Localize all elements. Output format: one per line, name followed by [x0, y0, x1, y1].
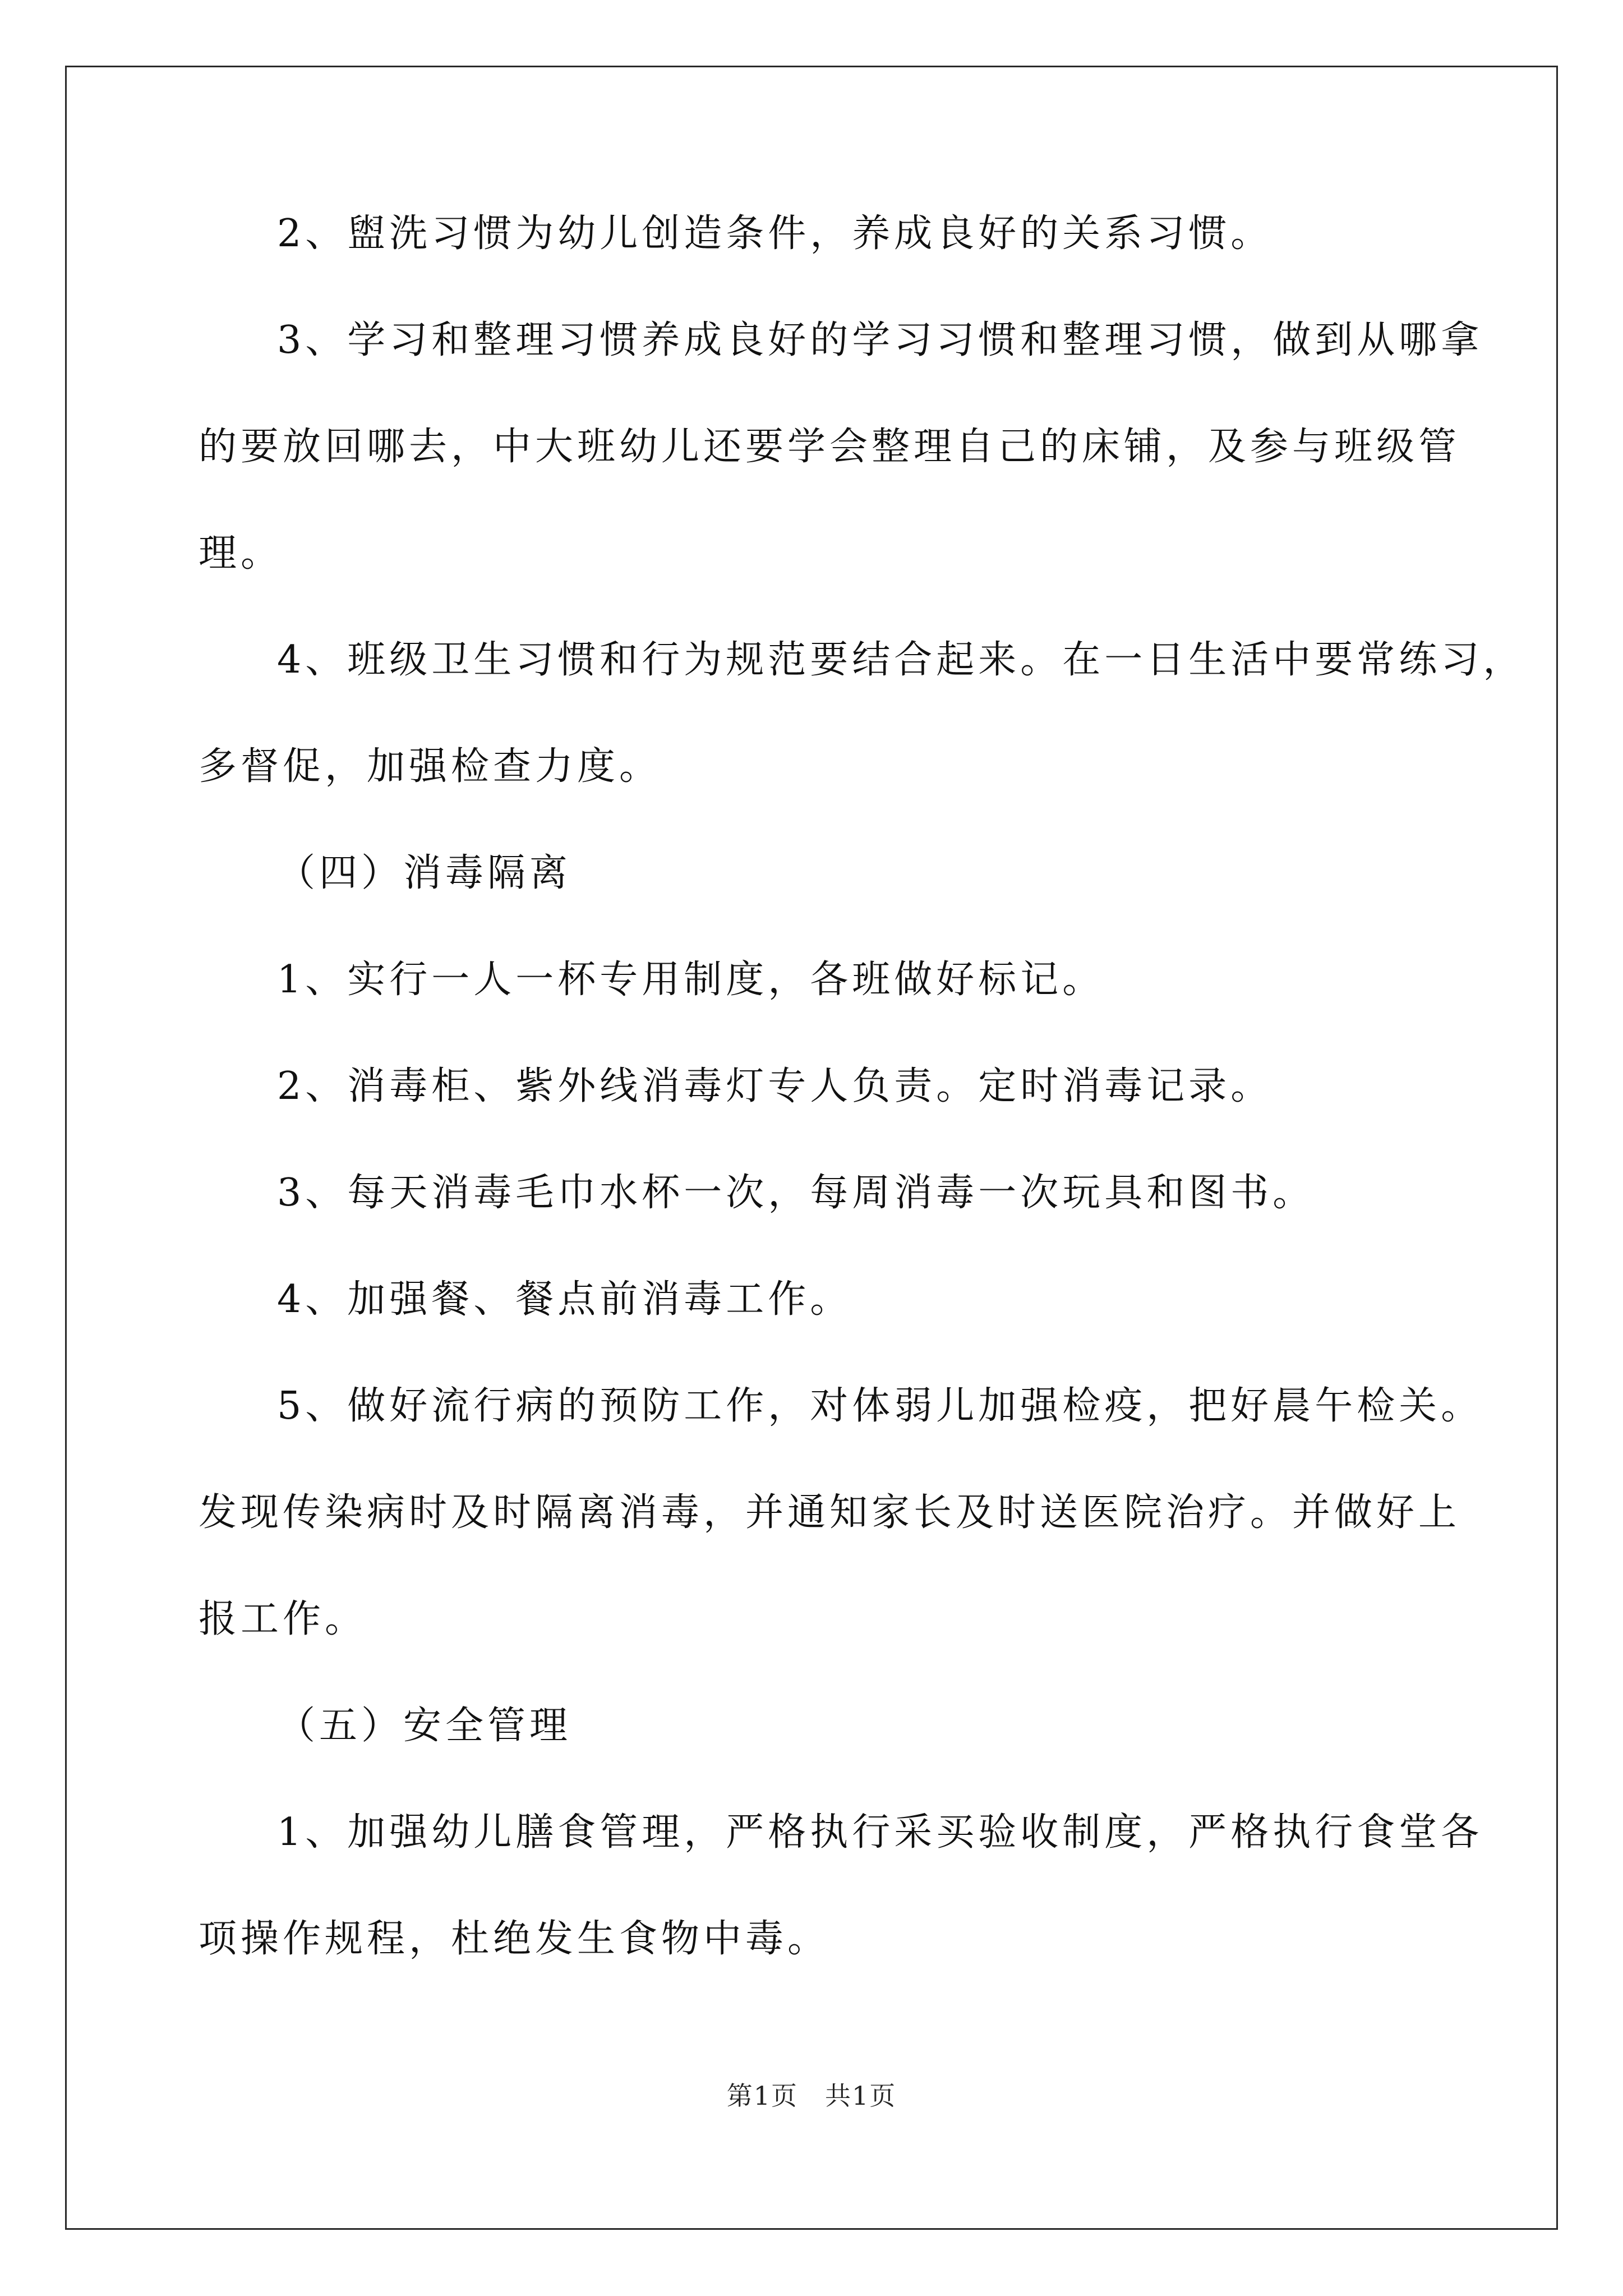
paragraph-line: 1、实行一人一杯专用制度，各班做好标记。 — [277, 958, 1105, 1002]
paragraph-line: 3、学习和整理习惯养成良好的学习习惯和整理习惯，做到从哪拿 — [277, 318, 1483, 362]
paragraph-line: 5、做好流行病的预防工作，对体弱儿加强检疫，把好晨午检关。 — [277, 1384, 1483, 1428]
page-number-footer: 第1页 共1页 — [726, 2081, 897, 2111]
paragraph-line: 的要放回哪去，中大班幼儿还要学会整理自己的床铺，及参与班级管 — [199, 425, 1461, 469]
paragraph-line: 1、加强幼儿膳食管理，严格执行采买验收制度，严格执行食堂各 — [277, 1810, 1483, 1855]
paragraph-line: 4、班级卫生习惯和行为规范要结合起来。在一日生活中要常练习， — [277, 638, 1525, 682]
paragraph-line: 报工作。 — [199, 1597, 367, 1641]
paragraph-line: 3、每天消毒毛巾水杯一次，每周消毒一次玩具和图书。 — [277, 1171, 1315, 1215]
paragraph-line: 4、加强餐、餐点前消毒工作。 — [277, 1277, 852, 1322]
paragraph-line: 发现传染病时及时隔离消毒，并通知家长及时送医院治疗。并做好上 — [199, 1490, 1461, 1535]
paragraph-line: 多督促，加强检查力度。 — [199, 744, 662, 789]
paragraph-line: 2、盥洗习惯为幼儿创造条件，养成良好的关系习惯。 — [277, 211, 1273, 256]
section-heading: （四）消毒隔离 — [277, 851, 572, 895]
paragraph-line: 理。 — [199, 531, 283, 576]
section-heading: （五）安全管理 — [277, 1704, 572, 1748]
paragraph-line: 项操作规程，杜绝发生食物中毒。 — [199, 1917, 830, 1961]
page-border — [65, 66, 1558, 2230]
paragraph-line: 2、消毒柜、紫外线消毒灯专人负责。定时消毒记录。 — [277, 1064, 1273, 1108]
